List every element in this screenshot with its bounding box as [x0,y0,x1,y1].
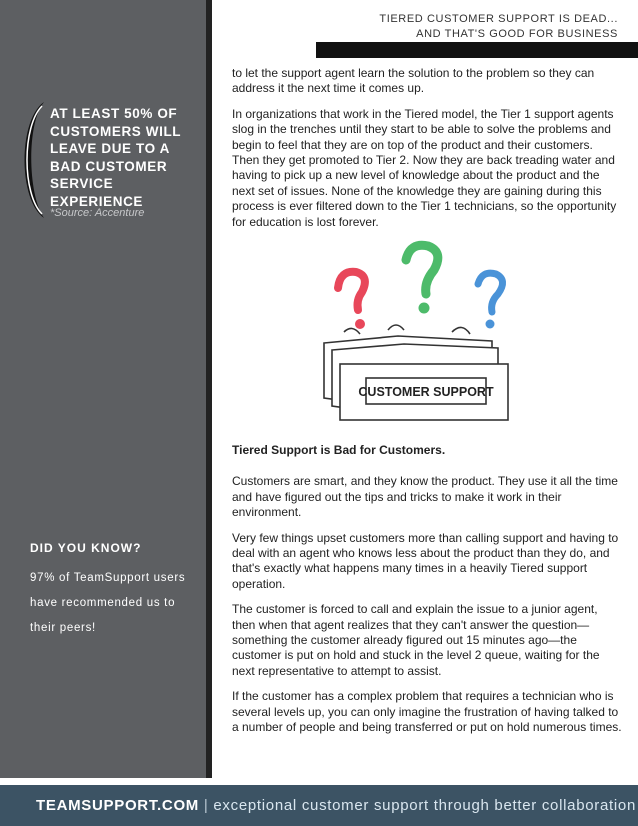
sidebar-divider [206,0,212,778]
sign-text: CUSTOMER SUPPORT [358,385,494,399]
did-you-know-text: 97% of TeamSupport users have recommended us to their peers! [30,572,186,634]
parenthesis-icon [12,100,50,220]
footer-tagline: exceptional customer support through better collaboration [213,797,637,814]
did-you-know-title: DID YOU KNOW? [30,541,142,555]
paragraph: to let the support agent learn the solution to the problem so they can address it the next time it comes up. [232,66,595,96]
stat-callout [12,100,202,225]
footer-text [36,797,636,814]
customer-support-illustration [310,238,520,428]
body-bottom [232,443,622,746]
paragraph: Customers are smart, and they know the product. They use it all the time and have figured out the tips and tricks to make it work in their environment. [232,474,618,520]
paragraph: If the customer has a complex problem that requires a technician who is several levels up, you can only imagine the frustration of having talked to a number of people and being transferred or put on hold numerous times. [232,689,622,735]
footer [0,785,638,826]
paragraph: Very few things upset customers more than calling support and having to deal with an agent who knows less about the product than they do, and that's exactly what happens many times in a heavily Tiered support operation. [232,530,619,591]
question-mark-red-icon [338,272,365,329]
paragraph: In organizations that work in the Tiered model, the Tier 1 support agents slog in the trenches until they start to be able to solve the problems and begin to feel that they are on top of the product and their customers. Then they get promoted to Tier 2. Now they are back treading water and having to pick up a new level of knowledge about the product and the next set of issues. None of the knowledge they are gaining during this process is ever filtered down to the Tier 1 technicians, so the opportunity for education is lost forever. [232,106,617,229]
footer-separator: | [203,797,209,814]
question-mark-blue-icon [478,273,503,328]
header-line-2: AND THAT'S GOOD FOR BUSINESS [416,28,618,40]
header-line-1: TIERED CUSTOMER SUPPORT IS DEAD... [379,13,618,25]
question-mark-green-icon [406,245,438,313]
header-bar [316,42,638,58]
stat-source: *Source: Accenture [50,207,145,219]
stat-text: AT LEAST 50% OF CUSTOMERS WILL LEAVE DUE TO A BAD CUSTOMER SERVICE EXPERIENCE [50,106,182,209]
sidebar [0,0,206,778]
body-top [232,66,622,240]
section-heading: Tiered Support is Bad for Customers. [232,443,446,457]
paragraph: The customer is forced to call and explain the issue to a junior agent, then when that agent realizes that they can't answer the question—something the customer already figured out 15 minutes ago—the customer is put on hold and stuck in the level 2 queue, waiting for the next representative to attempt to assist. [232,602,600,678]
footer-brand-link[interactable]: TEAMSUPPORT.COM [36,797,200,814]
page-header [379,12,618,42]
